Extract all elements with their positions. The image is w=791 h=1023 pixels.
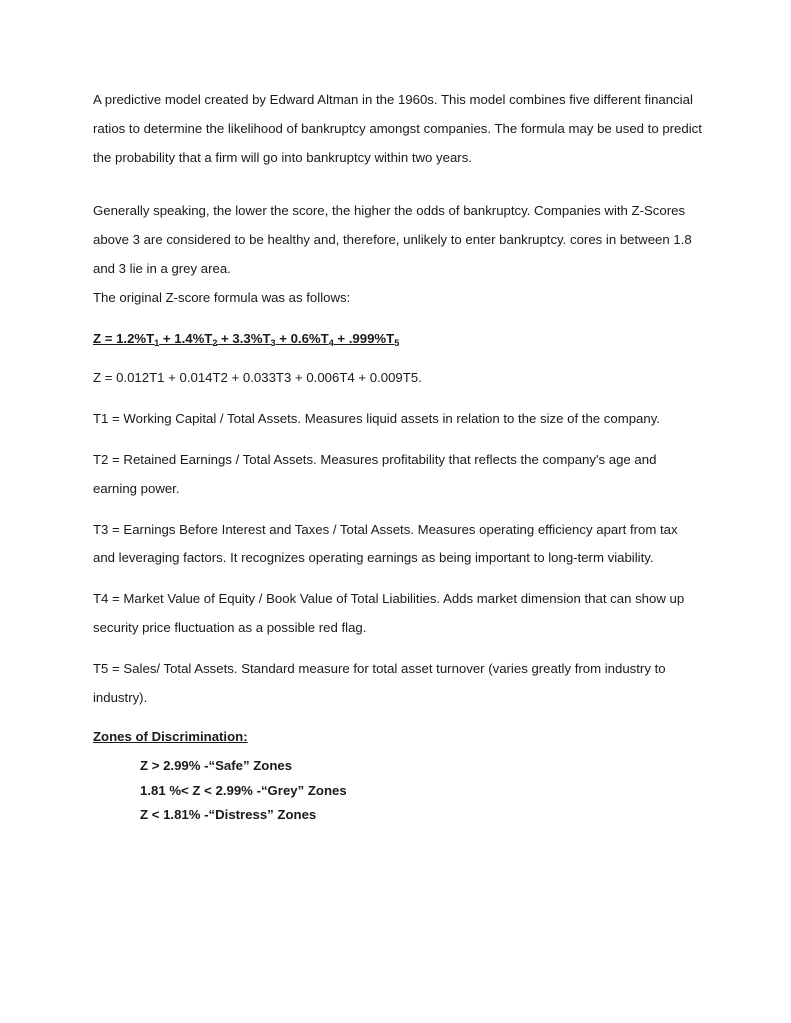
formula-sub-3: 3	[270, 337, 276, 348]
original-formula-intro: The original Z-score formula was as follows:	[93, 289, 351, 305]
intro-paragraph: A predictive model created by Edward Altman in the 1960s. This model combines five different financial ratios to determine the likelihood of bankruptcy amongst companies. The formula may be used to predict the probability that a firm will go into bankruptcy within two years.	[93, 92, 702, 165]
definition-t2: T2 = Retained Earnings / Total Assets. Measures profitability that reflects the company's age and earning power.	[93, 451, 657, 496]
formula-sub-5: 5	[394, 337, 400, 348]
z-score-formula	[93, 325, 703, 354]
document-page	[93, 86, 703, 828]
zone-distress: Z < 1.81% -“Distress” Zones	[140, 807, 317, 823]
formula-term-1: + 1.4%T	[159, 330, 213, 346]
general-paragraph: Generally speaking, the lower the score, the higher the odds of bankruptcy. Companies with Z-Scores above 3 are considered to be healthy and, therefore, unlikely to enter bankruptcy. cores in between 1.8 and 3 lie in a grey area.	[93, 203, 692, 276]
zone-safe: Z > 2.99% -“Safe” Zones	[140, 758, 293, 774]
formula-sub-2: 2	[212, 337, 218, 348]
definition-t3: T3 = Earnings Before Interest and Taxes / Total Assets. Measures operating efficiency apart from tax and leveraging factors. It recognizes operating earnings as being important to long-term viability.	[93, 521, 678, 566]
formula-term-4: + .999%T	[333, 330, 395, 346]
definition-t1: T1 = Working Capital / Total Assets. Measures liquid assets in relation to the size of the company.	[93, 411, 660, 427]
zone-grey: 1.81 %< Z < 2.99% -“Grey” Zones	[140, 782, 347, 798]
formula-term-2: + 3.3%T	[217, 330, 271, 346]
formula-sub-1: 1	[154, 337, 160, 348]
definition-t4: T4 = Market Value of Equity / Book Value of Total Liabilities. Adds market dimension that can show up security price fluctuation as a possible red flag.	[93, 591, 685, 635]
formula-term-3: + 0.6%T	[275, 330, 329, 346]
zones-heading: Zones of Discrimination:	[93, 729, 248, 745]
definition-t5: T5 = Sales/ Total Assets. Standard measure for total asset turnover (varies greatly from industry to industry).	[93, 660, 666, 705]
zones-list	[140, 754, 703, 828]
formula-sub-4: 4	[328, 337, 334, 348]
decimal-formula: Z = 0.012T1 + 0.014T2 + 0.033T3 + 0.006T4 + 0.009T5.	[93, 370, 422, 386]
formula-prefix: Z = 1.2%T	[93, 330, 155, 346]
